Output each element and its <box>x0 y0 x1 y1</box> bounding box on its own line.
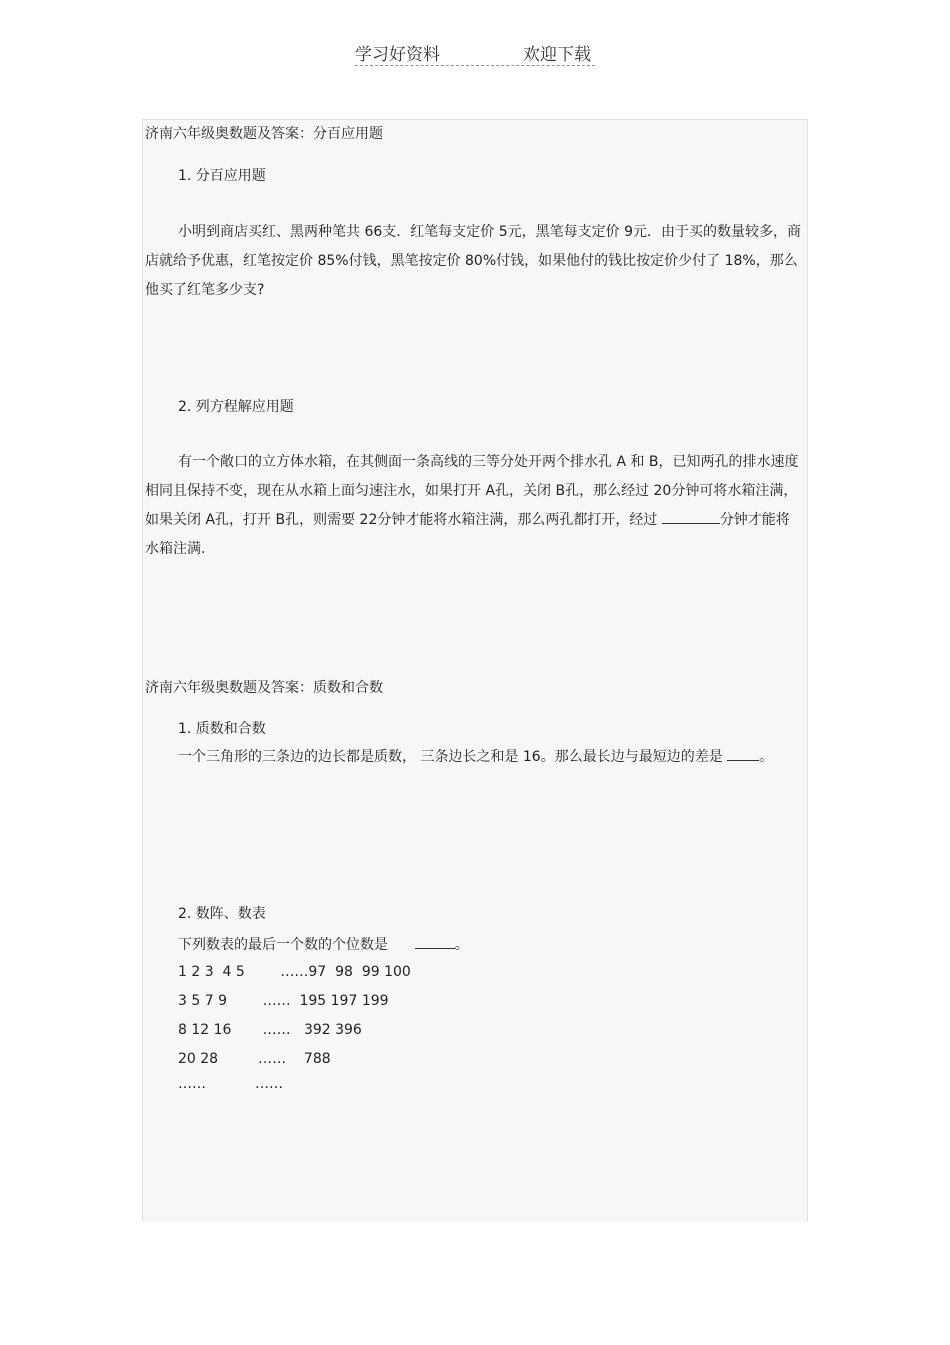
section1-q2-paragraph <box>145 448 801 564</box>
table-row: 1 2 3 4 5 ……97 98 99 100 <box>178 964 411 980</box>
table-row: …… …… <box>178 1076 283 1092</box>
answer-blank <box>415 934 455 949</box>
table-row: 3 5 7 9 …… 195 197 199 <box>178 993 389 1009</box>
section2-q1-text: 一个三角形的三条边的边长都是质数， 三条边长之和是 16。那么最长边与最短边的差是 <box>178 749 723 765</box>
section2-q2-line <box>178 934 469 954</box>
answer-blank <box>727 746 759 761</box>
content-panel <box>142 119 808 1222</box>
section2-q1-tail: 。 <box>759 749 774 765</box>
section2-q2-text: 下列数表的最后一个数的个位数是 <box>178 937 388 953</box>
section1-title: 济南六年级奥数题及答案：分百应用题 <box>145 126 383 142</box>
answer-blank <box>662 509 720 524</box>
page-header <box>355 40 595 66</box>
section2-q2-tail: 。 <box>454 937 469 953</box>
section1-q1-text: 小明到商店买红、黑两种笔共 66支．红笔每支定价 5元，黑笔每支定价 9元．由于买的数量较多，商店就给予优惠，红笔按定价 85%付钱，黑笔按定价 80%付钱，如果他付的钱比按定价少付了 18%，那么他买了红笔多少支? <box>145 224 801 298</box>
section2-q2-heading: 2. 数阵、数表 <box>178 906 266 922</box>
section1-q1-heading: 1. 分百应用题 <box>178 168 266 184</box>
table-row: 20 28 …… 788 <box>178 1051 331 1067</box>
section1-q2-tail: 分钟才能将水箱注满. <box>145 512 790 557</box>
section1-q2-heading: 2. 列方程解应用题 <box>178 399 294 415</box>
section2-q1-heading: 1. 质数和合数 <box>178 721 266 737</box>
header-left-text: 学习好资料 <box>355 45 440 65</box>
section2-title: 济南六年级奥数题及答案：质数和合数 <box>145 680 383 696</box>
table-row: 8 12 16 …… 392 396 <box>178 1022 362 1038</box>
header-right-text: 欢迎下载 <box>523 45 591 65</box>
section1-q2-text: 有一个敞口的立方体水箱，在其侧面一条高线的三等分处开两个排水孔 A 和 B，已知两孔的排水速度相同且保持不变，现在从水箱上面匀速注水，如果打开 A孔，关闭 B孔，那么经过 20分钟可将水箱注满，如果关闭 A孔，打开 B孔，则需要 22分钟才能将水箱注满，那么两孔都打开，经过 <box>145 454 799 528</box>
section2-q1-paragraph <box>145 743 801 772</box>
